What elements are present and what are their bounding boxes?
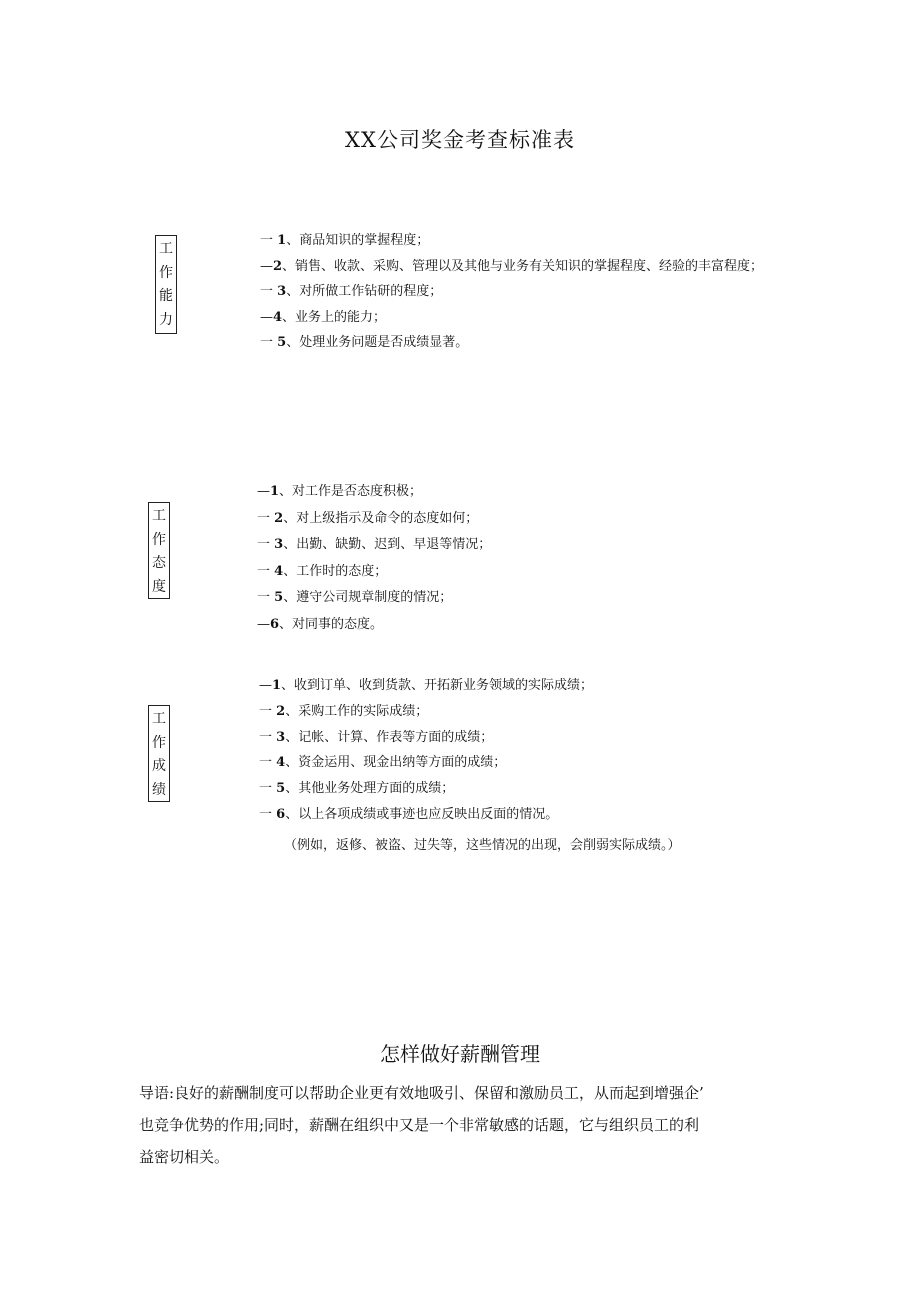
list-item: 一 3、对所做工作钻研的程度； <box>260 284 443 299</box>
paragraph-line: 益密切相关。 <box>139 1148 230 1166</box>
label-char: 力 <box>159 311 173 328</box>
list-item: —1、对工作是否态度积极； <box>257 484 423 499</box>
label-char: 工 <box>152 711 166 727</box>
paragraph-line: 也竞争优势的作用;同时，薪酬在组织中又是一个非常敏感的话题，它与组织员工的利 <box>139 1116 700 1134</box>
attitude-criteria-list <box>257 479 491 638</box>
list-item: —2、销售、收款、采购、管理以及其他与业务有关知识的掌握程度、经验的丰富程度； <box>260 258 764 274</box>
label-char: 工 <box>159 241 173 257</box>
list-item: 一 4、资金运用、现金出纳等方面的成绩； <box>259 755 507 771</box>
paragraph-line: 导语:良好的薪酬制度可以帮助企业更有效地吸引、保留和激励员工，从而起到增强企’ <box>139 1084 704 1102</box>
list-item: —1、收到订单、收到货款、开拓新业务领域的实际成绩； <box>259 678 594 693</box>
label-char: 态 <box>152 555 166 571</box>
list-item: 一 5、其他业务处理方面的成绩； <box>259 781 455 797</box>
label-char: 绩 <box>152 781 166 798</box>
list-item: —4、业务上的能力； <box>260 309 387 325</box>
section-label-performance <box>148 705 170 802</box>
performance-note: （例如，返修、被盗、过失等，这些情况的出现，会削弱实际成绩。） <box>284 838 681 853</box>
section-label-attitude <box>148 502 170 599</box>
list-item: 一 4、工作时的态度； <box>257 563 388 579</box>
label-char: 作 <box>152 734 166 751</box>
label-char: 工 <box>152 508 166 524</box>
list-item: 一 1、商品知识的掌握程度； <box>260 233 430 248</box>
label-char: 作 <box>159 264 173 281</box>
document-title: XX公司奖金考查标准表 <box>345 128 575 152</box>
label-char: 作 <box>152 531 166 548</box>
list-item: 一 3、出勤、缺勤、迟到、早退等情况； <box>257 537 492 552</box>
list-item: 一 2、采购工作的实际成绩； <box>259 703 429 719</box>
list-item: 一 3、记帐、计算、作表等方面的成绩； <box>259 729 494 745</box>
label-char: 能 <box>159 288 173 304</box>
list-item: —6、对同事的态度。 <box>257 616 384 632</box>
label-char: 度 <box>152 578 166 595</box>
ability-criteria-list <box>260 228 763 356</box>
list-item: 一 5、处理业务问题是否成绩显著。 <box>260 335 469 350</box>
section-label-ability <box>155 235 177 334</box>
performance-criteria-list <box>259 673 593 828</box>
label-char: 成 <box>152 758 166 774</box>
list-item: 一 2、对上级指示及命令的态度如何； <box>257 510 479 526</box>
article-title: 怎样做好薪酬管理 <box>380 1042 540 1066</box>
list-item: 一 6、以上各项成绩或事迹也应反映出反面的情况。 <box>259 806 559 822</box>
article-paragraph <box>139 1077 799 1173</box>
list-item: 一 5、遵守公司规章制度的情况； <box>257 590 453 605</box>
